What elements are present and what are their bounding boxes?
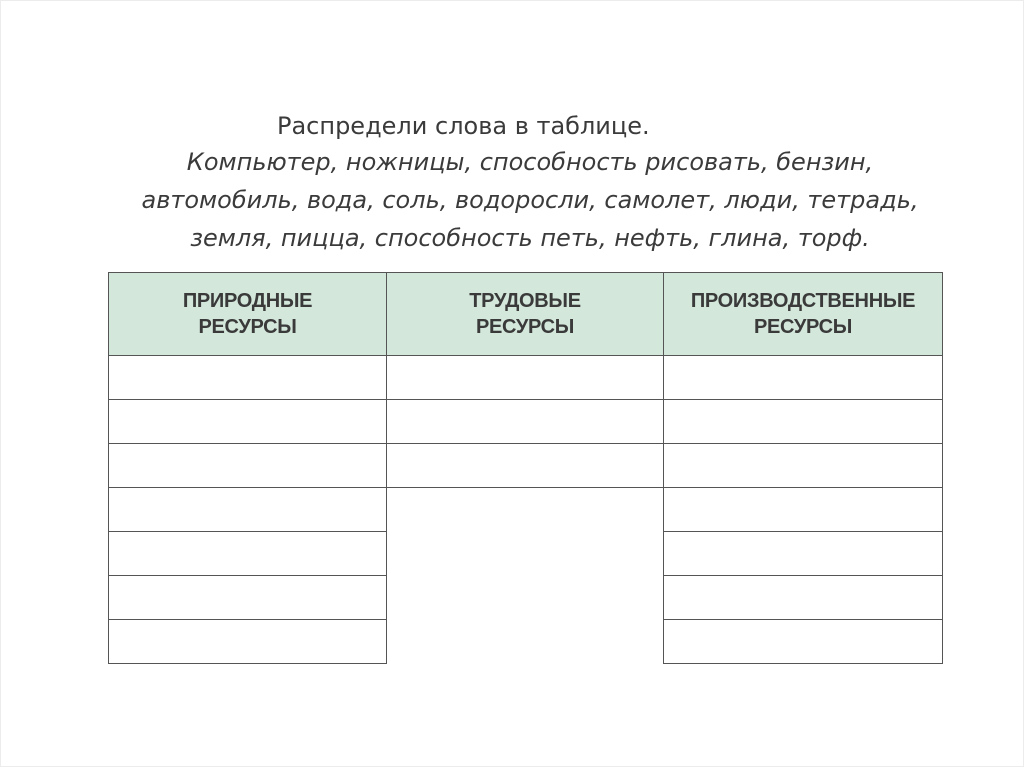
header-natural-resources xyxy=(108,272,387,356)
answer-cell[interactable] xyxy=(109,487,386,531)
answer-cell[interactable] xyxy=(387,443,663,487)
answer-cell[interactable] xyxy=(664,399,942,443)
answer-cell[interactable] xyxy=(664,487,942,531)
header-label: РЕСУРСЫ xyxy=(475,316,575,338)
answer-cell[interactable] xyxy=(664,575,942,619)
word-list-line-3: земля, пицца, способность петь, нефть, глина, торф. xyxy=(190,224,870,252)
header-production-resources xyxy=(663,272,943,356)
answer-cell[interactable] xyxy=(109,575,386,619)
answer-cell[interactable] xyxy=(109,443,386,487)
header-label: ТРУДОВЫЕ xyxy=(469,290,581,312)
header-label: ПРИРОДНЫЕ xyxy=(182,290,313,312)
answer-cell[interactable] xyxy=(664,619,942,663)
header-label: ПРОИЗВОДСТВЕННЫЕ xyxy=(690,290,916,312)
header-labor-resources xyxy=(386,272,664,356)
header-label: РЕСУРСЫ xyxy=(198,316,297,338)
header-label: РЕСУРСЫ xyxy=(753,316,853,338)
answer-cell[interactable] xyxy=(109,619,386,663)
natural-resources-column xyxy=(108,355,387,664)
answer-cell[interactable] xyxy=(109,531,386,575)
answer-cell[interactable] xyxy=(387,399,663,443)
word-list-line-2: автомобиль, вода, соль, водоросли, самолет, люди, тетрадь, xyxy=(141,186,919,214)
answer-cell[interactable] xyxy=(109,399,386,443)
answer-cell[interactable] xyxy=(387,355,663,399)
answer-cell[interactable] xyxy=(664,531,942,575)
word-list-line-1: Компьютер, ножницы, способность рисовать, бензин, xyxy=(186,148,874,176)
task-instruction: Распредели слова в таблице. xyxy=(277,112,650,140)
production-resources-column xyxy=(663,355,943,664)
answer-cell[interactable] xyxy=(109,355,386,399)
answer-cell[interactable] xyxy=(664,443,942,487)
answer-cell[interactable] xyxy=(664,355,942,399)
labor-resources-column xyxy=(386,355,664,488)
